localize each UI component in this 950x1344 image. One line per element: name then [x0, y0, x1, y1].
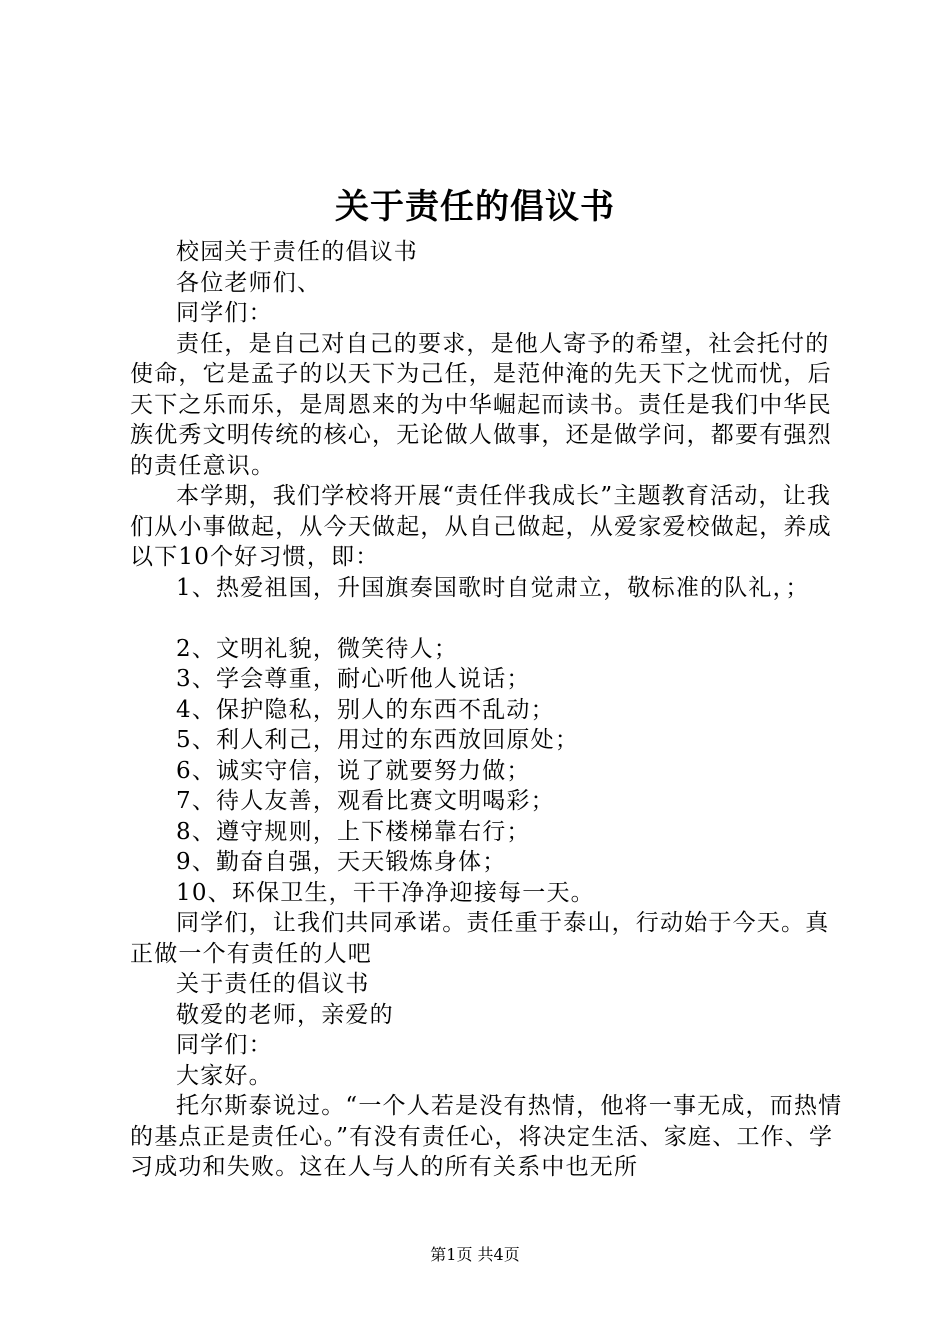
list-item: 9、勤奋自强，天天锻炼身体； — [176, 849, 507, 875]
list-item: 8、遵守规则，上下楼梯靠右行； — [176, 818, 531, 845]
list-item: 5、利人利己，用过的东西放回原处； — [176, 727, 580, 753]
paragraph: 责任，是自己对自己的要求，是他人寄予的希望，社会托付的使命，它是孟子的以天下为己任，是范仲淹的先天下之忧而忧，后天下之乐而乐，是周恩来的为中华崛起而读书。责任是我们中华民族优秀文明传统的核心，无论做人做事，还是做学问，都要有强烈的责任意识。 — [130, 330, 832, 479]
paragraph: 本学期，我们学校将开展“责任伴我成长”主题教育活动，让我们从小事做起，从今天做起，从自己做起，从爱家爱校做起，养成以下10个好习惯，即： — [130, 483, 832, 570]
document-body — [130, 237, 850, 1183]
paragraph: 同学们： — [176, 300, 273, 326]
list-item: 4、保护隐私，别人的东西不乱动； — [176, 696, 555, 723]
list-item: 2、文明礼貌，微笑待人； — [176, 635, 459, 662]
paragraph: 各位老师们、 — [176, 269, 322, 296]
paragraph: 校园关于责任的倡议书 — [176, 239, 418, 265]
paragraph: 托尔斯泰说过。“一个人若是没有热情，他将一事无成，而热情的基点正是责任心。”有没有责任心，将决定生活、家庭、工作、学习成功和失败。这在人与人的所有关系中也无所 — [130, 1093, 843, 1180]
page-footer: 第1页 共4页 — [430, 1245, 520, 1264]
paragraph: 同学们： — [176, 1032, 273, 1058]
paragraph: 关于责任的倡议书 — [176, 971, 370, 997]
paragraph: 大家好。 — [176, 1062, 273, 1089]
list-item: 7、待人友善，观看比赛文明喝彩； — [176, 788, 555, 814]
paragraph: 同学们，让我们共同承诺。责任重于泰山，行动始于今天。真正做一个有责任的人吧 — [130, 910, 830, 967]
paragraph: 敬爱的老师，亲爱的 — [176, 1001, 394, 1028]
blank-line — [130, 603, 850, 634]
list-item: 10、环保卫生，干干净净迎接每一天。 — [176, 879, 595, 906]
page-title: 关于责任的倡议书 — [335, 187, 615, 227]
list-item: 1、热爱祖国，升国旗奏国歌时自觉肃立，敬标准的队礼，； — [176, 574, 810, 601]
list-item: 6、诚实守信，说了就要努力做； — [176, 757, 531, 784]
list-item: 3、学会尊重，耐心听他人说话； — [176, 666, 531, 692]
